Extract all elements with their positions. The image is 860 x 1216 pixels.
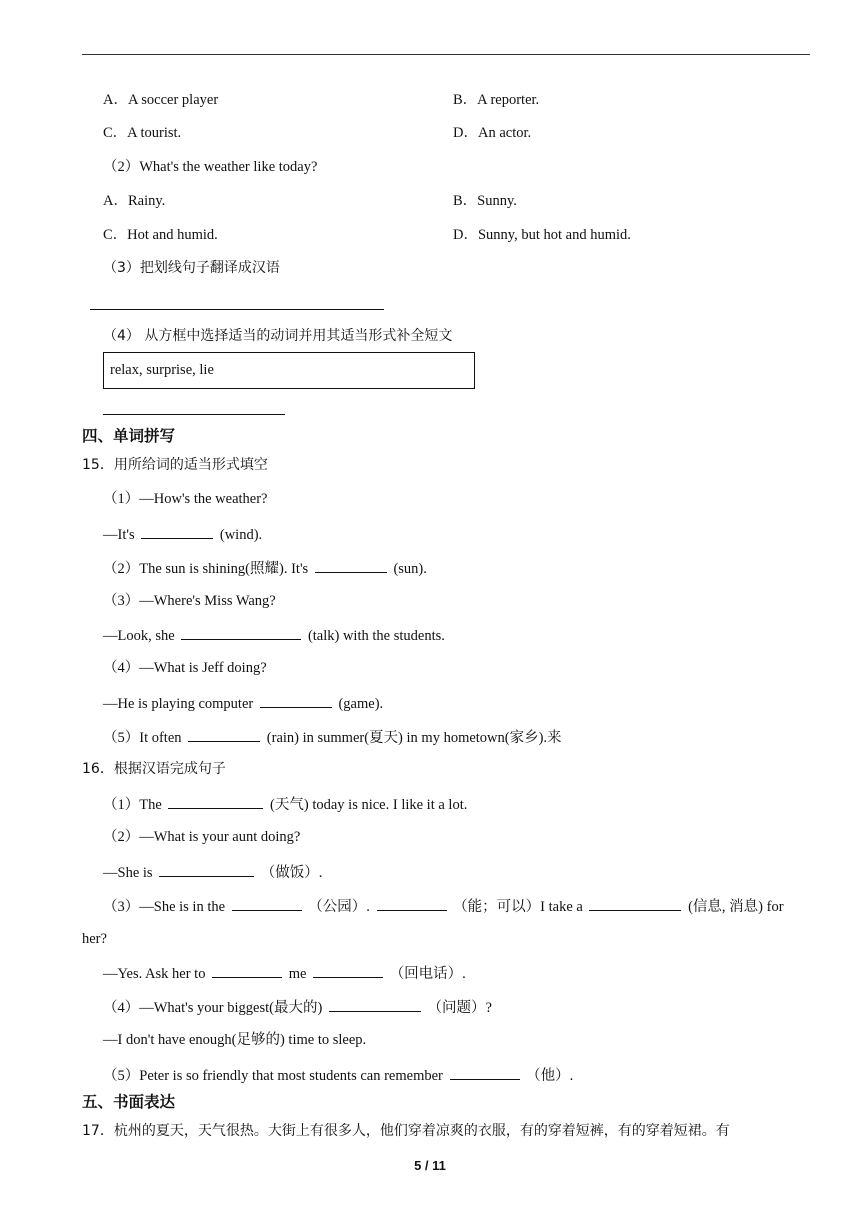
blank[interactable] [159,861,254,877]
sub-question-line [103,962,466,984]
blank[interactable] [313,962,383,978]
word-box-text: relax, surprise, lie [110,362,214,378]
text: （2）The sun is shining(照耀). It's [103,561,309,577]
sub-question-line [103,895,784,917]
blank[interactable] [188,726,260,742]
option-c: C．Hot and humid. [103,227,218,243]
text: (信息, 消息) for [688,899,784,915]
section-heading: 五、书面表达 [82,1093,176,1111]
question-title: 16．根据汉语完成句子 [82,761,226,777]
option-a: A．Rainy. [103,193,166,209]
sub-question-line [103,793,467,815]
blank[interactable] [450,1064,520,1080]
question-title: 17．杭州的夏天，天气很热。大街上有很多人，他们穿着凉爽的衣服，有的穿着短裤，有的穿着短裙。有 [82,1123,730,1139]
text: (rain) in summer(夏天) in my hometown(家乡).来 [266,730,562,746]
question-stem: （2）What's the weather like today? [103,159,318,175]
sub-question-line [103,624,445,646]
sub-question: （1）—How's the weather? [103,491,268,507]
option-d: D．Sunny, but hot and humid. [453,227,631,243]
text: (talk) with the students. [307,628,445,644]
text: (game). [338,696,384,712]
text: —Look, she [103,628,175,644]
question-stem: （3）把划线句子翻译成汉语 [103,260,280,276]
text: (天气) today is nice. I like it a lot. [270,797,468,813]
text: （5）Peter is so friendly that most students can remember [103,1068,443,1084]
text: （做饭）. [260,865,323,881]
option-b: B．A reporter. [453,92,540,108]
text: （3）—She is in the [103,899,226,915]
text: （他）. [526,1068,574,1084]
sub-question-continuation: her? [82,931,107,947]
blank[interactable] [212,962,282,978]
blank[interactable] [260,692,332,708]
sub-question: （4）—What is Jeff doing? [103,660,267,676]
sub-question-line [103,523,262,545]
sub-question-line [103,557,427,579]
text: （公园）. [308,899,370,915]
text: （回电话）. [389,966,466,982]
section-heading: 四、单词拼写 [82,427,176,445]
sub-question-line [103,726,562,748]
blank[interactable] [168,793,263,809]
text: (sun). [393,561,427,577]
blank[interactable] [329,996,421,1012]
blank[interactable] [589,895,681,911]
blank[interactable] [232,895,302,911]
sub-question-line [103,861,322,883]
text: —It's [103,527,135,543]
word-box [103,352,475,389]
blank[interactable] [181,624,301,640]
text: （4）—What's your biggest(最大的) [103,1000,323,1016]
blank[interactable] [315,557,387,573]
option-b: B．Sunny. [453,193,517,209]
option-d: D．An actor. [453,125,532,141]
sub-question-line [103,996,492,1018]
sub-question-line [103,692,383,714]
sub-question: —I don't have enough(足够的) time to sleep. [103,1032,367,1048]
option-c: C．A tourist. [103,125,182,141]
sub-question-line [103,1064,573,1086]
text: me [288,966,307,982]
text: —She is [103,865,153,881]
blank[interactable] [377,895,447,911]
sub-question: （3）—Where's Miss Wang? [103,593,276,609]
text: （5）It often [103,730,182,746]
text: (wind). [219,527,263,543]
blank[interactable] [141,523,213,539]
text: （1）The [103,797,162,813]
page-number: 5 / 11 [414,1158,446,1173]
header-rule [82,54,810,55]
text: （能；可以）I take a [453,899,583,915]
answer-line [103,414,285,415]
question-stem: （4） 从方框中选择适当的动词并用其适当形式补全短文 [103,328,453,344]
answer-line [90,309,384,310]
text: —He is playing computer [103,696,254,712]
text: —Yes. Ask her to [103,966,206,982]
text: （问题）? [427,1000,492,1016]
option-a: A．A soccer player [103,92,219,108]
sub-question: （2）—What is your aunt doing? [103,829,301,845]
question-title: 15．用所给词的适当形式填空 [82,457,268,473]
